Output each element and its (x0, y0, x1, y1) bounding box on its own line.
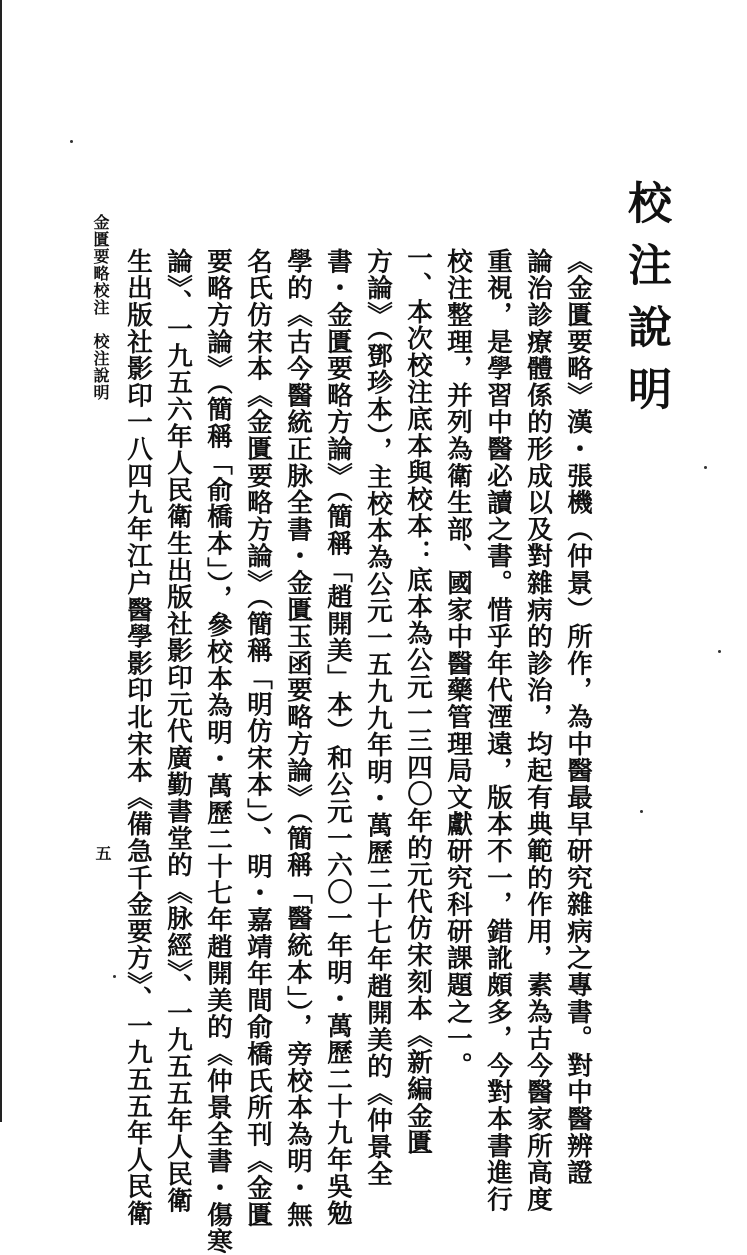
scan-speck (704, 466, 707, 469)
page-edge-border (0, 0, 2, 1122)
body-column-9: 名氏仿宋本《金匱要略方論》（簡稱「明仿宋本」）、明・嘉靖年間俞橋氏所刊《金匱 (243, 248, 273, 1229)
body-column-7: 書・金匱要略方論》（簡稱「趙開美」本）和公元一六〇一年明・萬歷二十九年吳勉 (323, 248, 353, 1227)
body-column-5: 一、本次校注底本與校本：底本為公元一三四〇年的元代仿宋刻本《新編金匱 (403, 218, 433, 1156)
body-column-2: 論治診療體係的形成以及對雜病的診治，均起有典範的作用，素為古今醫家所高度 (523, 248, 553, 1213)
running-header: 金匱要略校注 校注說明 (91, 214, 110, 401)
scan-speck (113, 975, 116, 978)
body-column-3: 重視，是學習中醫必讀之書。惜乎年代湮遠，版本不一，錯訛頗多，今對本書進行 (483, 248, 513, 1213)
scan-speck (640, 810, 643, 813)
body-column-1: 《金匱要略》漢・張機（仲景）所作，為中醫最早研究雜病之專書。對中醫辨證 (563, 248, 593, 1186)
body-column-11: 論》、一九五六年人民衛生出版社影印元代廣勤書堂的《脉經》、一九五五年人民衛 (163, 248, 193, 1215)
page-title: 校注說明 (620, 180, 671, 428)
scan-speck (718, 650, 721, 653)
scan-speck (70, 140, 73, 143)
body-column-8: 學的《古今醫統正脉全書・金匱玉函要略方論》（簡稱「醫統本」），旁校本為明・無 (283, 248, 313, 1229)
body-column-6: 方論》（鄧珍本），主校本為公元一五九九年明・萬歷二十七年趙開美的《仲景全 (363, 248, 393, 1188)
body-column-10: 要略方論》（簡稱「俞橋本」），參校本為明・萬歷二十七年趙開美的《仲景全書・傷寒 (203, 248, 233, 1255)
body-column-4: 校注整理，并列為衛生部、國家中醫藥管理局文獻研究科研課題之一。 (443, 248, 473, 1079)
page-number: 五 (93, 845, 112, 862)
body-column-12: 生出版社影印一八四九年江户醫學影印北宋本《備急千金要方》、一九五五年人民衛 (123, 248, 153, 1227)
